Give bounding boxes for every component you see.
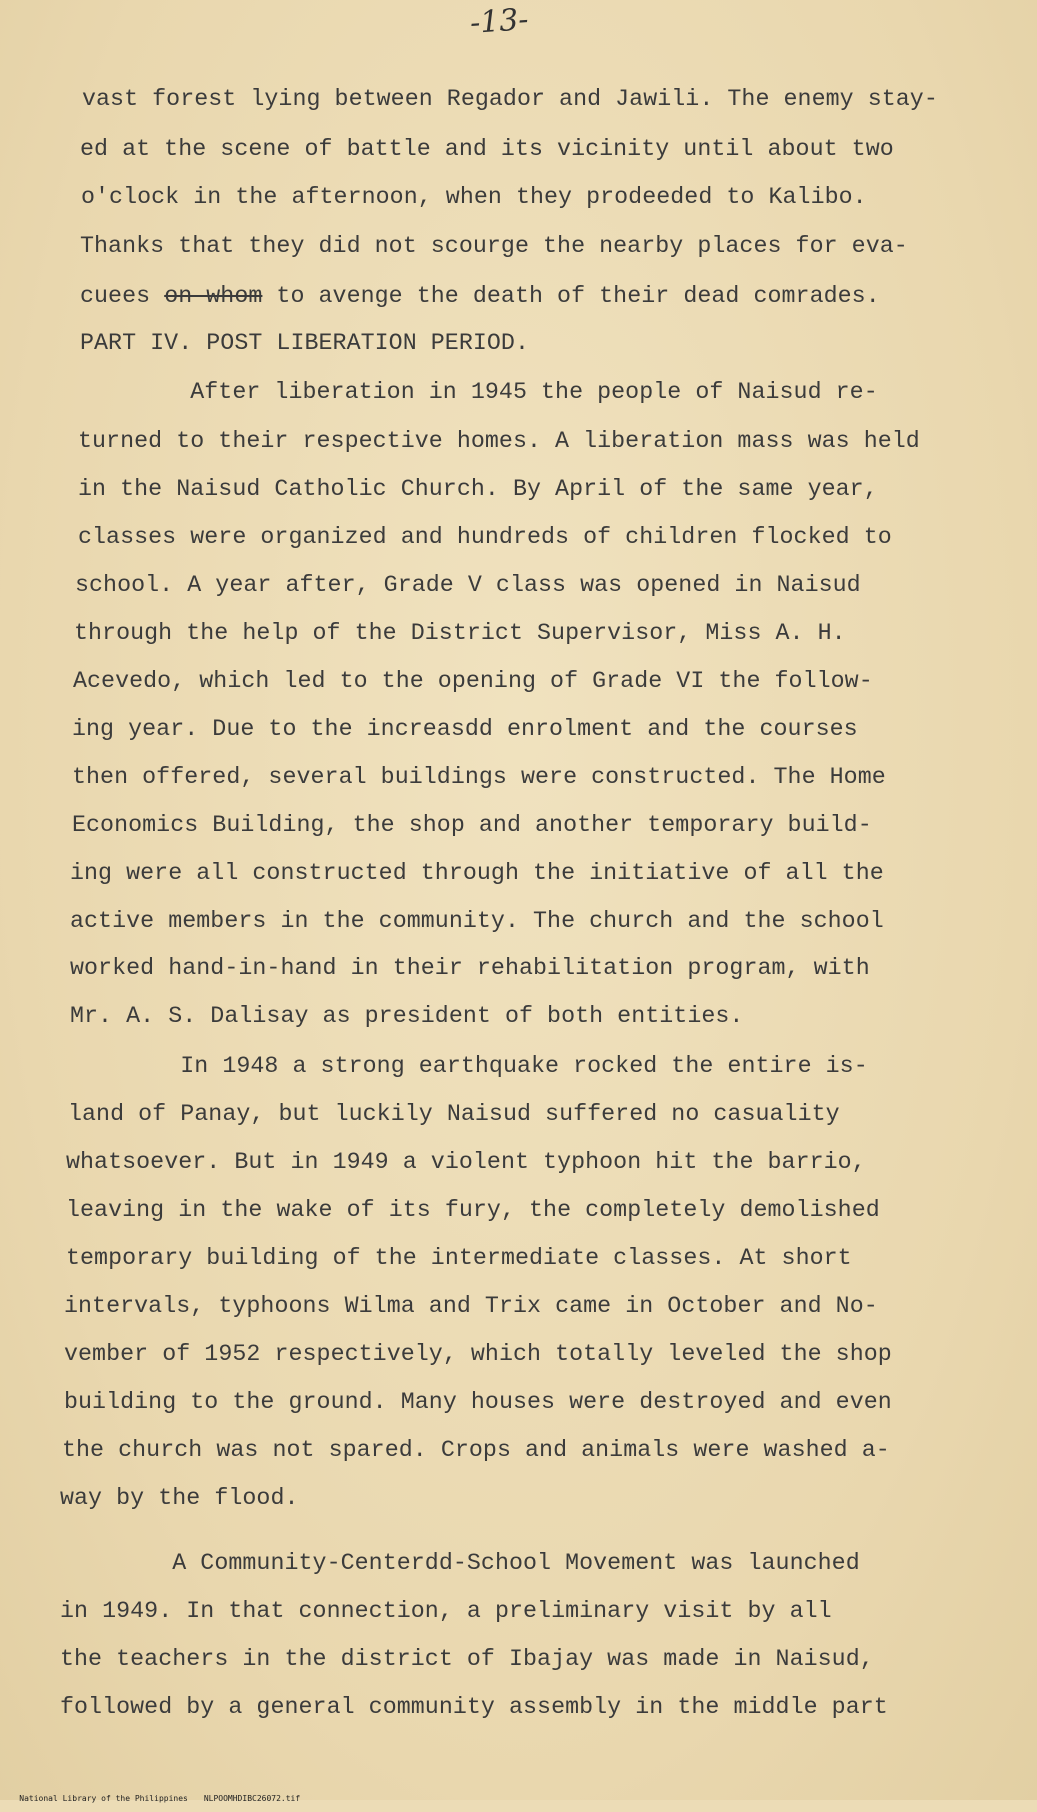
text-line: A Community-Centerdd-School Movement was launched [60,1550,860,1576]
text-line: Acevedo, which led to the opening of Grade VI the follow- [73,668,873,694]
text-line: Mr. A. S. Dalisay as president of both entities. [70,1003,744,1029]
text-line: then offered, several buildings were constructed. The Home [72,764,886,790]
text-line: cuees on whom to avenge the death of their dead comrades. [80,283,880,309]
text-line: Thanks that they did not scourge the nearby places for eva- [80,233,908,259]
text-line: way by the flood. [60,1485,299,1511]
text-line: After liberation in 1945 the people of Naisud re- [78,379,878,405]
struck-text: on whom [164,283,263,309]
text-line: Economics Building, the shop and another temporary build- [72,812,872,838]
text-line: whatsoever. But in 1949 a violent typhoon hit the barrio, [66,1149,866,1175]
text-line: school. A year after, Grade V class was opened in Naisud [75,572,861,598]
text-line: In 1948 a strong earthquake rocked the entire is- [68,1053,868,1079]
text-line: classes were organized and hundreds of children flocked to [78,524,892,550]
text-line: in 1949. In that connection, a preliminary visit by all [60,1598,832,1624]
text-line: ed at the scene of battle and its vicinity until about two [80,136,894,162]
text-line: the church was not spared. Crops and animals were washed a- [62,1437,890,1463]
text-line: turned to their respective homes. A liberation mass was held [78,428,920,454]
text-line: the teachers in the district of Ibajay was made in Naisud, [60,1646,874,1672]
text-line: leaving in the wake of its fury, the completely demolished [66,1197,880,1223]
text-line: temporary building of the intermediate classes. At short [66,1245,852,1271]
text-line: land of Panay, but luckily Naisud suffered no casuality [68,1101,840,1127]
footer-library: National Library of the Philippines [19,1794,188,1803]
page-number: -13- [468,2,530,41]
text-line: followed by a general community assembly in the middle part [60,1694,888,1720]
text-line: in the Naisud Catholic Church. By April of the same year, [78,476,878,502]
text-line: vember of 1952 respectively, which totally leveled the shop [64,1341,892,1367]
section-heading: PART IV. POST LIBERATION PERIOD. [80,330,529,356]
text-line: worked hand-in-hand in their rehabilitation program, with [70,955,870,981]
text-line: building to the ground. Many houses were destroyed and even [64,1389,892,1415]
text-line: ing were all constructed through the initiative of all the [70,860,884,886]
text-line: active members in the community. The church and the school [70,908,884,934]
text-line: ing year. Due to the increasdd enrolment and the courses [72,716,858,742]
scan-footer [0,1785,316,1812]
text-line: o'clock in the afternoon, when they prodeeded to Kalibo. [81,184,867,210]
text-line: intervals, typhoons Wilma and Trix came in October and No- [64,1293,878,1319]
text-line: vast forest lying between Regador and Jawili. The enemy stay- [82,86,938,112]
footer-file: NLPOOMHDIBC26072.tif [203,1794,301,1803]
text-line: through the help of the District Supervisor, Miss A. H. [74,620,846,646]
